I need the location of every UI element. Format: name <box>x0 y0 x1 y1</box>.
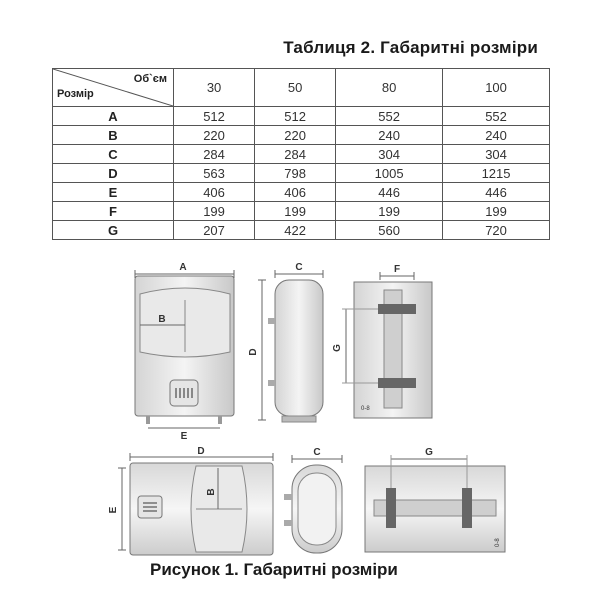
front-view-vertical <box>135 262 234 442</box>
rating-plate-text: 0-8 <box>361 406 370 412</box>
table-cell: 304 <box>336 145 443 164</box>
mounting-bracket <box>378 378 416 388</box>
table-cell: 446 <box>443 183 550 202</box>
dim-label-d-horizontal: D <box>197 446 205 457</box>
table-cell: 240 <box>443 126 550 145</box>
volume-header: 80 <box>336 69 443 107</box>
table-cell: 798 <box>255 164 336 183</box>
table-cell: 1215 <box>443 164 550 183</box>
table-cell: 563 <box>174 164 255 183</box>
dim-label-e: E <box>180 431 188 442</box>
dim-label-b-horizontal: B <box>206 488 217 496</box>
mounting-bracket <box>378 304 416 314</box>
volume-header: 50 <box>255 69 336 107</box>
rating-plate-text: 0-8 <box>495 538 501 547</box>
table-cell: 406 <box>255 183 336 202</box>
corner-size-label: Розмір <box>57 88 94 100</box>
mounting-bracket <box>462 488 472 528</box>
dim-label-c-side: C <box>295 262 303 273</box>
table-cell: 720 <box>443 221 550 240</box>
table-cell: 512 <box>255 107 336 126</box>
table-cell: 199 <box>443 202 550 221</box>
table-cell: 422 <box>255 221 336 240</box>
row-label: B <box>53 126 174 145</box>
side-view-horizontal <box>284 447 342 553</box>
table-cell: 512 <box>174 107 255 126</box>
row-label: D <box>53 164 174 183</box>
corner-volume-label: Об`єм <box>133 73 167 85</box>
back-view-horizontal <box>365 447 505 552</box>
dim-label-e-horizontal: E <box>108 506 119 514</box>
dim-label-d-side: D <box>248 348 259 356</box>
table-cell: 284 <box>255 145 336 164</box>
table-cell: 446 <box>336 183 443 202</box>
row-label: G <box>53 221 174 240</box>
dim-label-g-horizontal: G <box>425 447 433 458</box>
table-cell: 1005 <box>336 164 443 183</box>
volume-header: 30 <box>174 69 255 107</box>
figure-caption: Рисунок 1. Габаритні розміри <box>150 560 398 579</box>
table-cell: 199 <box>336 202 443 221</box>
table-cell: 207 <box>174 221 255 240</box>
dim-label-b: B <box>158 314 166 325</box>
table-cell: 220 <box>255 126 336 145</box>
dim-label-f: F <box>393 264 401 275</box>
row-label: A <box>53 107 174 126</box>
row-label: C <box>53 145 174 164</box>
row-label: F <box>53 202 174 221</box>
dim-label-a: A <box>179 262 187 273</box>
table-cell: 199 <box>174 202 255 221</box>
dim-label-g-vertical: G <box>332 344 343 352</box>
front-view-horizontal <box>108 446 273 555</box>
table-cell: 406 <box>174 183 255 202</box>
back-view-vertical <box>332 264 432 418</box>
table-cell: 552 <box>336 107 443 126</box>
table-cell: 284 <box>174 145 255 164</box>
mounting-bracket <box>386 488 396 528</box>
table-cell: 552 <box>443 107 550 126</box>
table-cell: 240 <box>336 126 443 145</box>
table-title: Таблиця 2. Габаритні розміри <box>283 38 538 57</box>
dim-label-c-horizontal: C <box>313 447 321 458</box>
volume-header: 100 <box>443 69 550 107</box>
table-cell: 304 <box>443 145 550 164</box>
row-label: E <box>53 183 174 202</box>
table-cell: 199 <box>255 202 336 221</box>
table-cell: 560 <box>336 221 443 240</box>
side-view-vertical <box>248 262 323 422</box>
table-cell: 220 <box>174 126 255 145</box>
